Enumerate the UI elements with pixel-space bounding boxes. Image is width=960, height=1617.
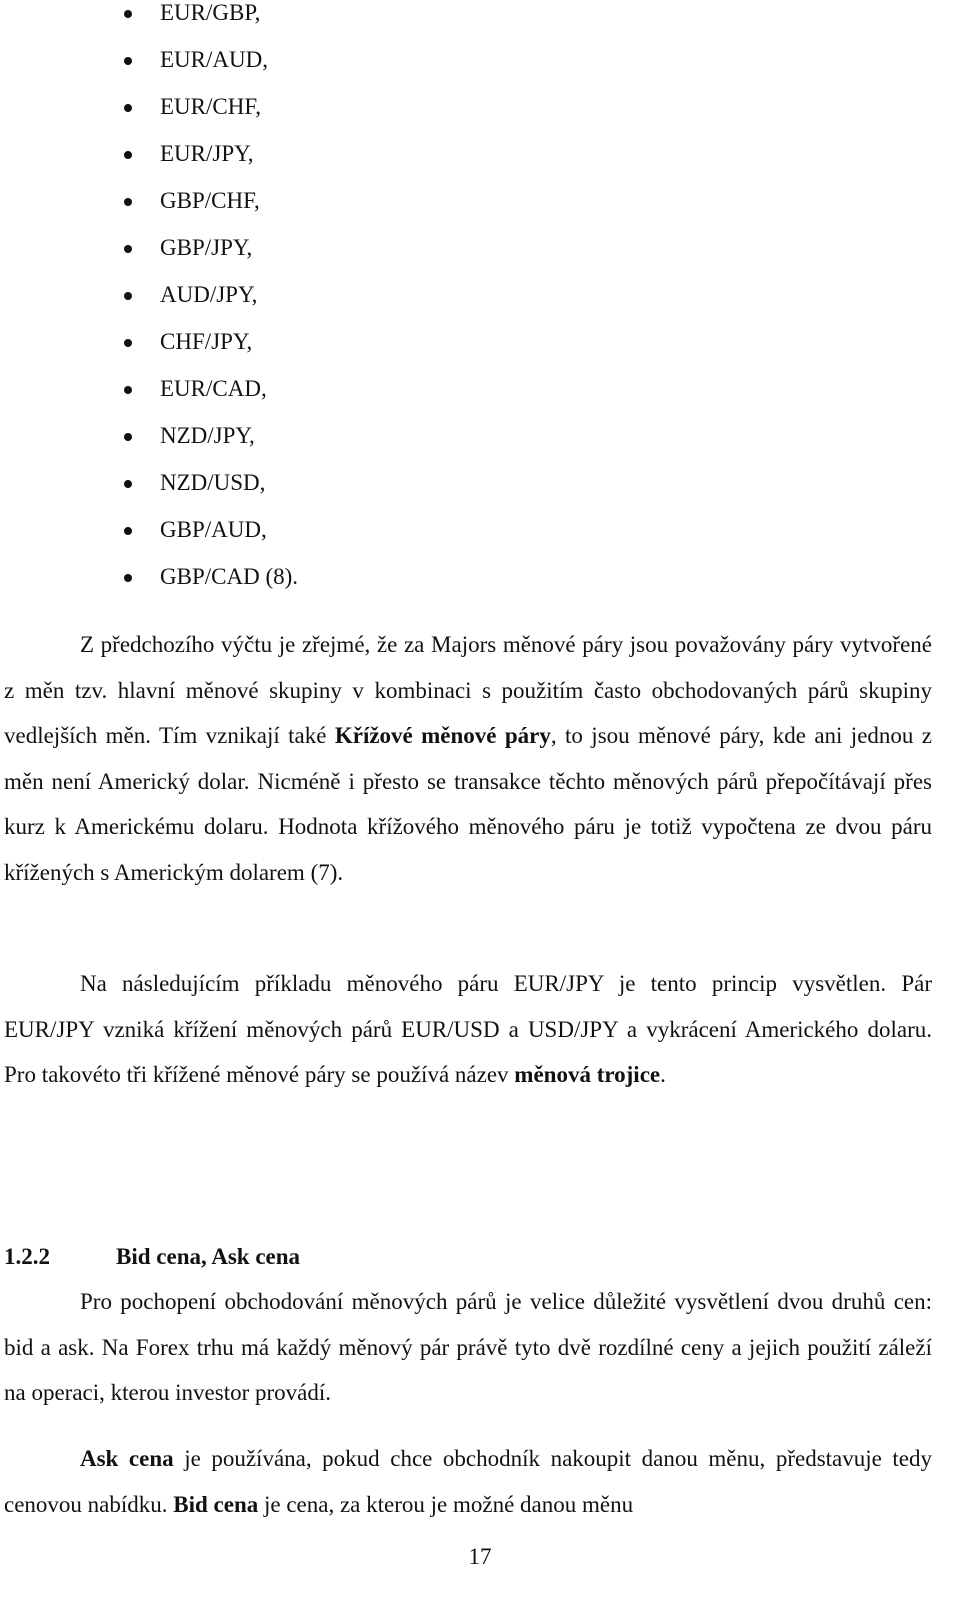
list-item-text: EUR/AUD, [160, 47, 268, 72]
bullet-icon [124, 386, 132, 394]
bullet-icon [124, 10, 132, 18]
paragraph-text: . [660, 1062, 666, 1087]
list-item-text: CHF/JPY, [160, 329, 253, 354]
list-item-text: NZD/JPY, [160, 423, 255, 448]
list-item-text: GBP/CHF, [160, 188, 260, 213]
bullet-icon [124, 57, 132, 65]
list-item-text: AUD/JPY, [160, 282, 258, 307]
bullet-icon [124, 104, 132, 112]
list-item-text: GBP/CAD (8). [160, 564, 299, 589]
paragraph-currency-triangle [4, 961, 932, 1098]
page-number: 17 [468, 1544, 492, 1569]
list-item-text: EUR/CAD, [160, 376, 267, 401]
section-number: 1.2.2 [4, 1244, 50, 1269]
bullet-icon [124, 574, 132, 582]
section-title: Bid cena, Ask cena [116, 1244, 301, 1269]
bullet-icon [124, 480, 132, 488]
paragraph-ask-bid-definition [4, 1436, 932, 1527]
paragraph-bid-ask-intro [4, 1279, 932, 1416]
bullet-icon [124, 292, 132, 300]
term-cross-pairs: Křížové měnové páry [334, 723, 551, 748]
bullet-icon [124, 339, 132, 347]
paragraph-text: Na následujícím příkladu měnového páru EUR/JPY je tento princip vysvětlen. Pár EUR/JPY vzniká křížení měnových párů EUR/USD a USD/JPY a vykrácení Amerického dolaru. Pro takovéto tři křížené měnové páry se používá název [4, 971, 932, 1087]
bullet-icon [124, 245, 132, 253]
bullet-icon [124, 433, 132, 441]
term-bid-price: Bid cena [173, 1491, 259, 1517]
list-item-text: NZD/USD, [160, 470, 266, 495]
list-item-text: GBP/JPY, [160, 235, 253, 260]
paragraph-text: Z předchozího výčtu je zřejmé, že za Majors měnové páry jsou považovány páry vytvořené z měn tzv. hlavní měnové skupiny v kombinaci s použitím často obchodovaných párů skupiny vedlejších měn. Tím vznikají také [4, 632, 932, 748]
paragraph-text: je používána, pokud chce obchodník nakoupit danou měnu, představuje tedy cenovou nabídku. [4, 1446, 932, 1517]
paragraph-text: je cena, za kterou je možné danou měnu [258, 1491, 634, 1517]
paragraph-text: , to jsou měnové páry, kde ani jednou z měn není Americký dolar. Nicméně i přesto se transakce těchto měnových párů přepočítávají přes kurz k Americkému dolaru. Hodnota křížového měnového páru je totiž vypočtena ze dvou páru křížených s Americkým dolarem (7). [4, 723, 933, 885]
term-ask-price: Ask cena [80, 1446, 174, 1471]
paragraph-text: Pro pochopení obchodování měnových párů je velice důležité vysvětlení dvou druhů cen: bid a ask. Na Forex trhu má každý měnový pár právě tyto dvě rozdílné ceny a jejich použití záleží na operaci, kterou investor provádí. [4, 1289, 932, 1405]
list-item-text: EUR/JPY, [160, 141, 254, 166]
bullet-icon [124, 151, 132, 159]
list-item-text: EUR/CHF, [160, 94, 262, 119]
bullet-icon [124, 527, 132, 535]
list-item-text: GBP/AUD, [160, 517, 267, 542]
bullet-icon [124, 198, 132, 206]
list-item-text: EUR/GBP, [160, 0, 261, 25]
paragraph-cross-pairs [4, 622, 932, 895]
term-currency-triangle: měnová trojice [514, 1062, 661, 1087]
